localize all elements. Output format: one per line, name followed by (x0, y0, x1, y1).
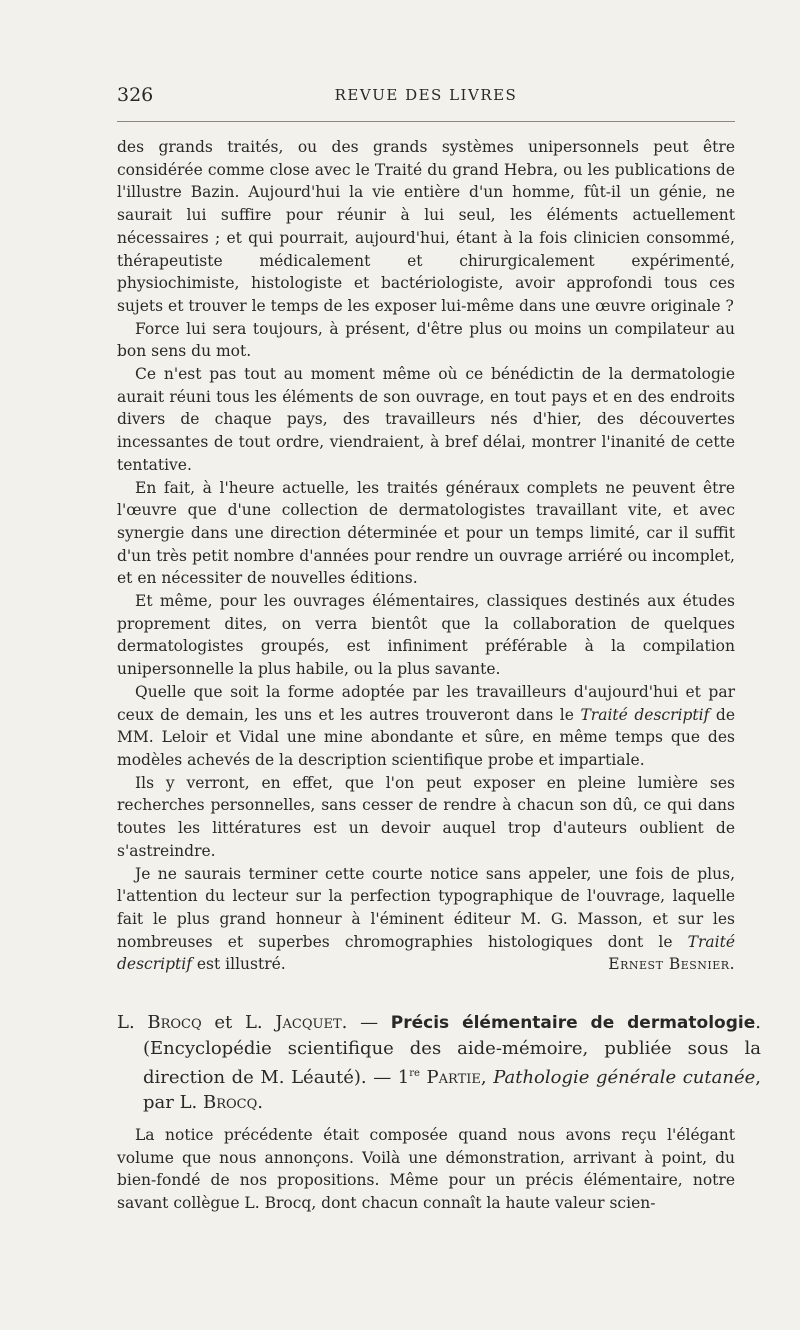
part-label: Partie (419, 1067, 481, 1088)
paragraph: Ils y verront, en effet, que l'on peut exposer en pleine lumière ses recherches personnelles, sans cesser de rendre à chacun son dû, ce qui dans toutes les littératures est un devoir auquel trop d'auteurs oublient de s'astreindre. (117, 773, 735, 860)
text-run: Je ne saurais terminer cette courte notice sans appeler, une fois de plus, l'attention du lecteur sur la perfection typographique de l'ouvrage, laquelle fait le plus grand honneur à l'éminent éditeur M. G. Masson, et sur les nombreuses et superbes chromographies histologiques dont le (117, 864, 735, 951)
review-heading (117, 1010, 761, 1115)
signature: Ernest Besnier. (608, 955, 735, 974)
text-run: , par (143, 1067, 761, 1113)
paragraph: des grands traités, ou des grands systèmes unipersonnels peut être considérée comme close avec le Traité du grand Hebra, ou les publications de l'illustre Bazin. Aujourd'hui la vie entière d'un homme, fût-il un génie, ne saurait lui suffire pour réunir à lui seul, les éléments actuellement nécessaires ; et qui pourrait, aujourd'hui, étant à la fois clinicien consommé, thérapeutiste médicalement et chirurgicalement expérimenté, physiochimiste, histologiste et bactériologiste, avoir approfondi tous ces sujets et trouver le temps de les exposer lui-même dans une œuvre originale ? (117, 138, 735, 315)
text-run: et (201, 1012, 245, 1033)
book-subtitle: Pathologie générale cutanée (493, 1067, 756, 1088)
paragraph: La notice précédente était composée quand nous avons reçu l'élégant volume que nous annonçons. Voilà une démonstration, arrivant à point, du bien-fondé de nos propositions. Même pour un précis élémentaire, notre savant collègue L. Brocq, dont chacun connaît la haute valeur scien- (117, 1126, 735, 1213)
paragraph: En fait, à l'heure actuelle, les traités généraux complets ne peuvent être l'œuvre que d'une collection de dermatologistes travaillant vite, et avec synergie dans une direction déterminée et pour un temps limité, car il suffit d'un très petit nombre d'années pour rendre un ouvrage arriéré ou incomplet, et en nécessiter de nouvelles éditions. (117, 478, 735, 588)
review-body (117, 1124, 735, 1215)
author: L. Brocq (117, 1012, 202, 1033)
book-title-ref: Traité descriptif (117, 932, 735, 974)
text-run: , (480, 1067, 494, 1088)
page-header (117, 84, 735, 110)
header-rule (117, 121, 735, 122)
author: L. Brocq. (179, 1092, 263, 1113)
text-run: Quelle que soit la forme adoptée par les travailleurs d'aujourd'hui et par ceux de demain, les uns et les autres trouveront dans le (117, 682, 735, 724)
paragraph: Force lui sera toujours, à présent, d'être plus ou moins un compilateur au bon sens du mot. (117, 319, 735, 361)
author: L. Jacquet (244, 1012, 342, 1033)
paragraph (117, 681, 735, 772)
running-title: REVUE DES LIVRES (334, 86, 518, 104)
text-run: est illustré. (191, 955, 286, 974)
paragraph (117, 863, 735, 977)
paragraph: Ce n'est pas tout au moment même où ce bénédictin de la dermatologie aurait réuni tous les éléments de son ouvrage, en tout pays et en des endroits divers de chaque pays, des travailleurs nés d'hier, des découvertes incessantes de tout ordre, viendraient, à bref délai, montrer l'inanité de cette tentative. (117, 365, 735, 474)
text-run: de MM. Leloir et Vidal une mine abondante et sûre, en même temps que des modèles achevés de la description scientifique probe et impartiale. (117, 705, 735, 769)
paragraph: Et même, pour les ouvrages élémentaires, classiques destinés aux études proprement dites, on verra bientôt que la collaboration de quelques dermatologistes groupés, est infiniment préférable à la compilation unipersonnelle la plus habile, ou la plus savante. (117, 592, 735, 679)
review-text (117, 136, 735, 976)
book-title-ref: Traité descriptif (580, 705, 710, 724)
superscript: re (409, 1068, 420, 1079)
text-run: . (Encyclopédie scientifique des aide-mémoire, publiée sous la direction de M. Léauté). — 1 (143, 1012, 761, 1088)
page-number: 326 (117, 84, 154, 106)
book-title: Précis élémentaire de dermatologie (390, 1013, 756, 1033)
text-run: . — (341, 1012, 391, 1033)
